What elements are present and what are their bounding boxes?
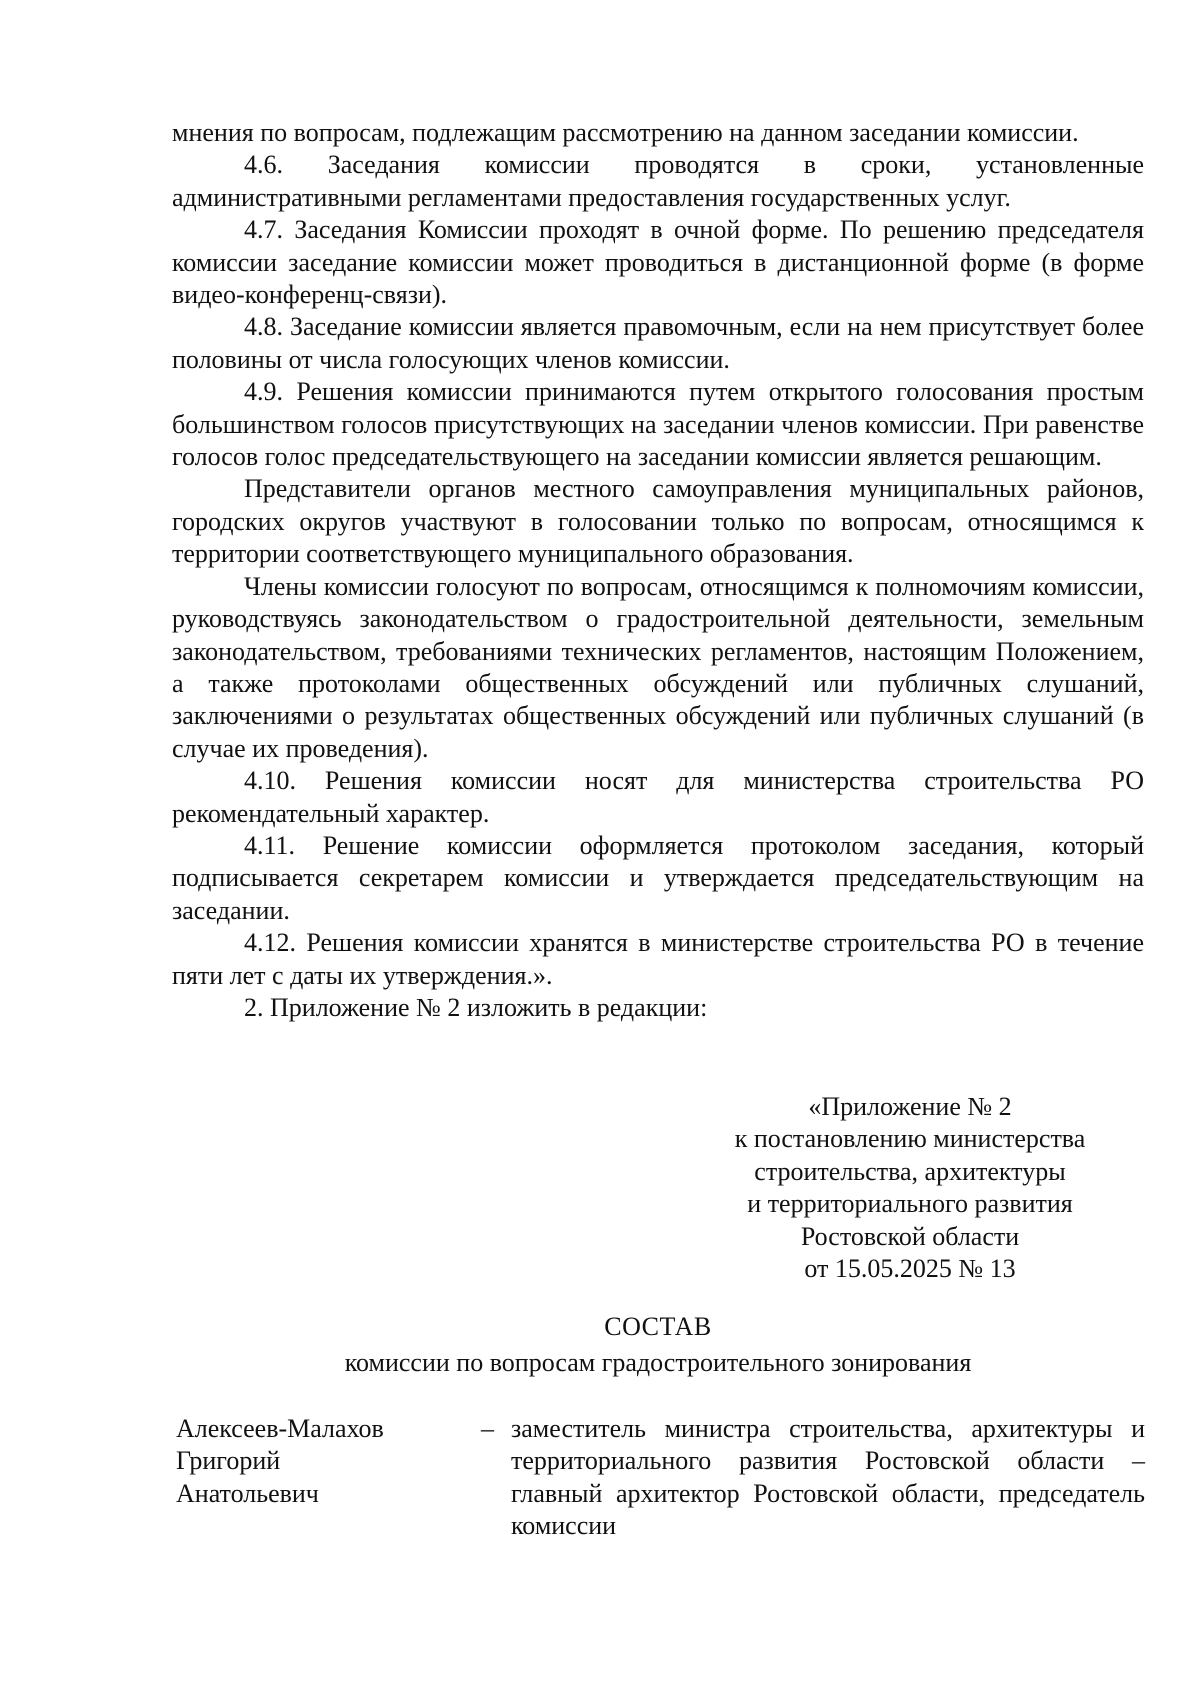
document-body	[172, 117, 1144, 1024]
composition-title: СОСТАВ	[604, 1312, 712, 1341]
member-role: заместитель министра строительства, архитектуры и территориального развития Ростовской области – главный архитектор Ростовской области, председатель комиссии	[511, 1414, 1145, 1541]
paragraph-4-12: 4.12. Решения комиссии хранятся в министерстве строительства РО в течение пяти лет с даты их утверждения.».	[172, 928, 1144, 990]
member-dash: –	[481, 1414, 494, 1443]
paragraph-members-vote: Члены комиссии голосуют по вопросам, относящимся к полномочиям комиссии, руководствуясь законодательством о градостроительной деятельности, земельным законодательством, требованиями технических регламентов, настоящим Положением, а также протоколами общественных обсуждений или публичных слушаний, заключениями о результатах общественных обсуждений или публичных слушаний (в случае их проведения).	[172, 571, 1144, 763]
composition-title-block	[172, 1311, 1144, 1380]
paragraph-4-9: 4.9. Решения комиссии принимаются путем открытого голосования простым большинством голосов присутствующих на заседании членов комиссии. При равенстве голосов голос председательствующего на заседании комиссии является решающим.	[172, 377, 1144, 472]
paragraph-4-8: 4.8. Заседание комиссии является правомочным, если на нем присутствует более половины от числа голосующих членов комиссии.	[172, 312, 1144, 374]
appendix-line: к постановлению министерства	[734, 1124, 1086, 1154]
appendix-line: и территориального развития	[747, 1189, 1073, 1219]
appendix-line: от 15.05.2025 № 13	[804, 1254, 1016, 1284]
appendix-line: Ростовской области	[800, 1221, 1020, 1251]
member-surname: Алексеев-Малахов	[176, 1414, 384, 1443]
paragraph-representatives: Представители органов местного самоуправления муниципальных районов, городских округов участвуют в голосовании только по вопросам, относящимся к территории соответствующего муниципального образования.	[172, 474, 1144, 569]
paragraph-4-7: 4.7. Заседания Комиссии проходят в очной форме. По решению председателя комиссии заседание комиссии может проводиться в дистанционной форме (в форме видео-конференц-связи).	[172, 215, 1144, 310]
member-first-name: Григорий	[176, 1446, 281, 1476]
member-patronymic: Анатольевич	[176, 1478, 319, 1508]
appendix-line: строительства, архитектуры	[754, 1156, 1066, 1186]
paragraph-appendix-instruction: 2. Приложение № 2 изложить в редакции:	[244, 992, 708, 1022]
appendix-line: «Приложение № 2	[808, 1092, 1012, 1121]
paragraph-4-11: 4.11. Решение комиссии оформляется протоколом заседания, который подписывается секретарем комиссии и утверждается председательствующим на заседании.	[172, 830, 1144, 925]
paragraph-4-10: 4.10. Решения комиссии носят для министерства строительства РО рекомендательный характер.	[172, 766, 1144, 828]
composition-subtitle: комиссии по вопросам градостроительного зонирования	[344, 1348, 972, 1378]
paragraph-continuation: мнения по вопросам, подлежащим рассмотрению на данном заседании комиссии.	[172, 118, 1079, 147]
paragraph-4-6: 4.6. Заседания комиссии проводятся в сроки, установленные административными регламентами предоставления государственных услуг.	[172, 150, 1144, 212]
appendix-header	[720, 1091, 1100, 1285]
member-name	[176, 1413, 466, 1510]
